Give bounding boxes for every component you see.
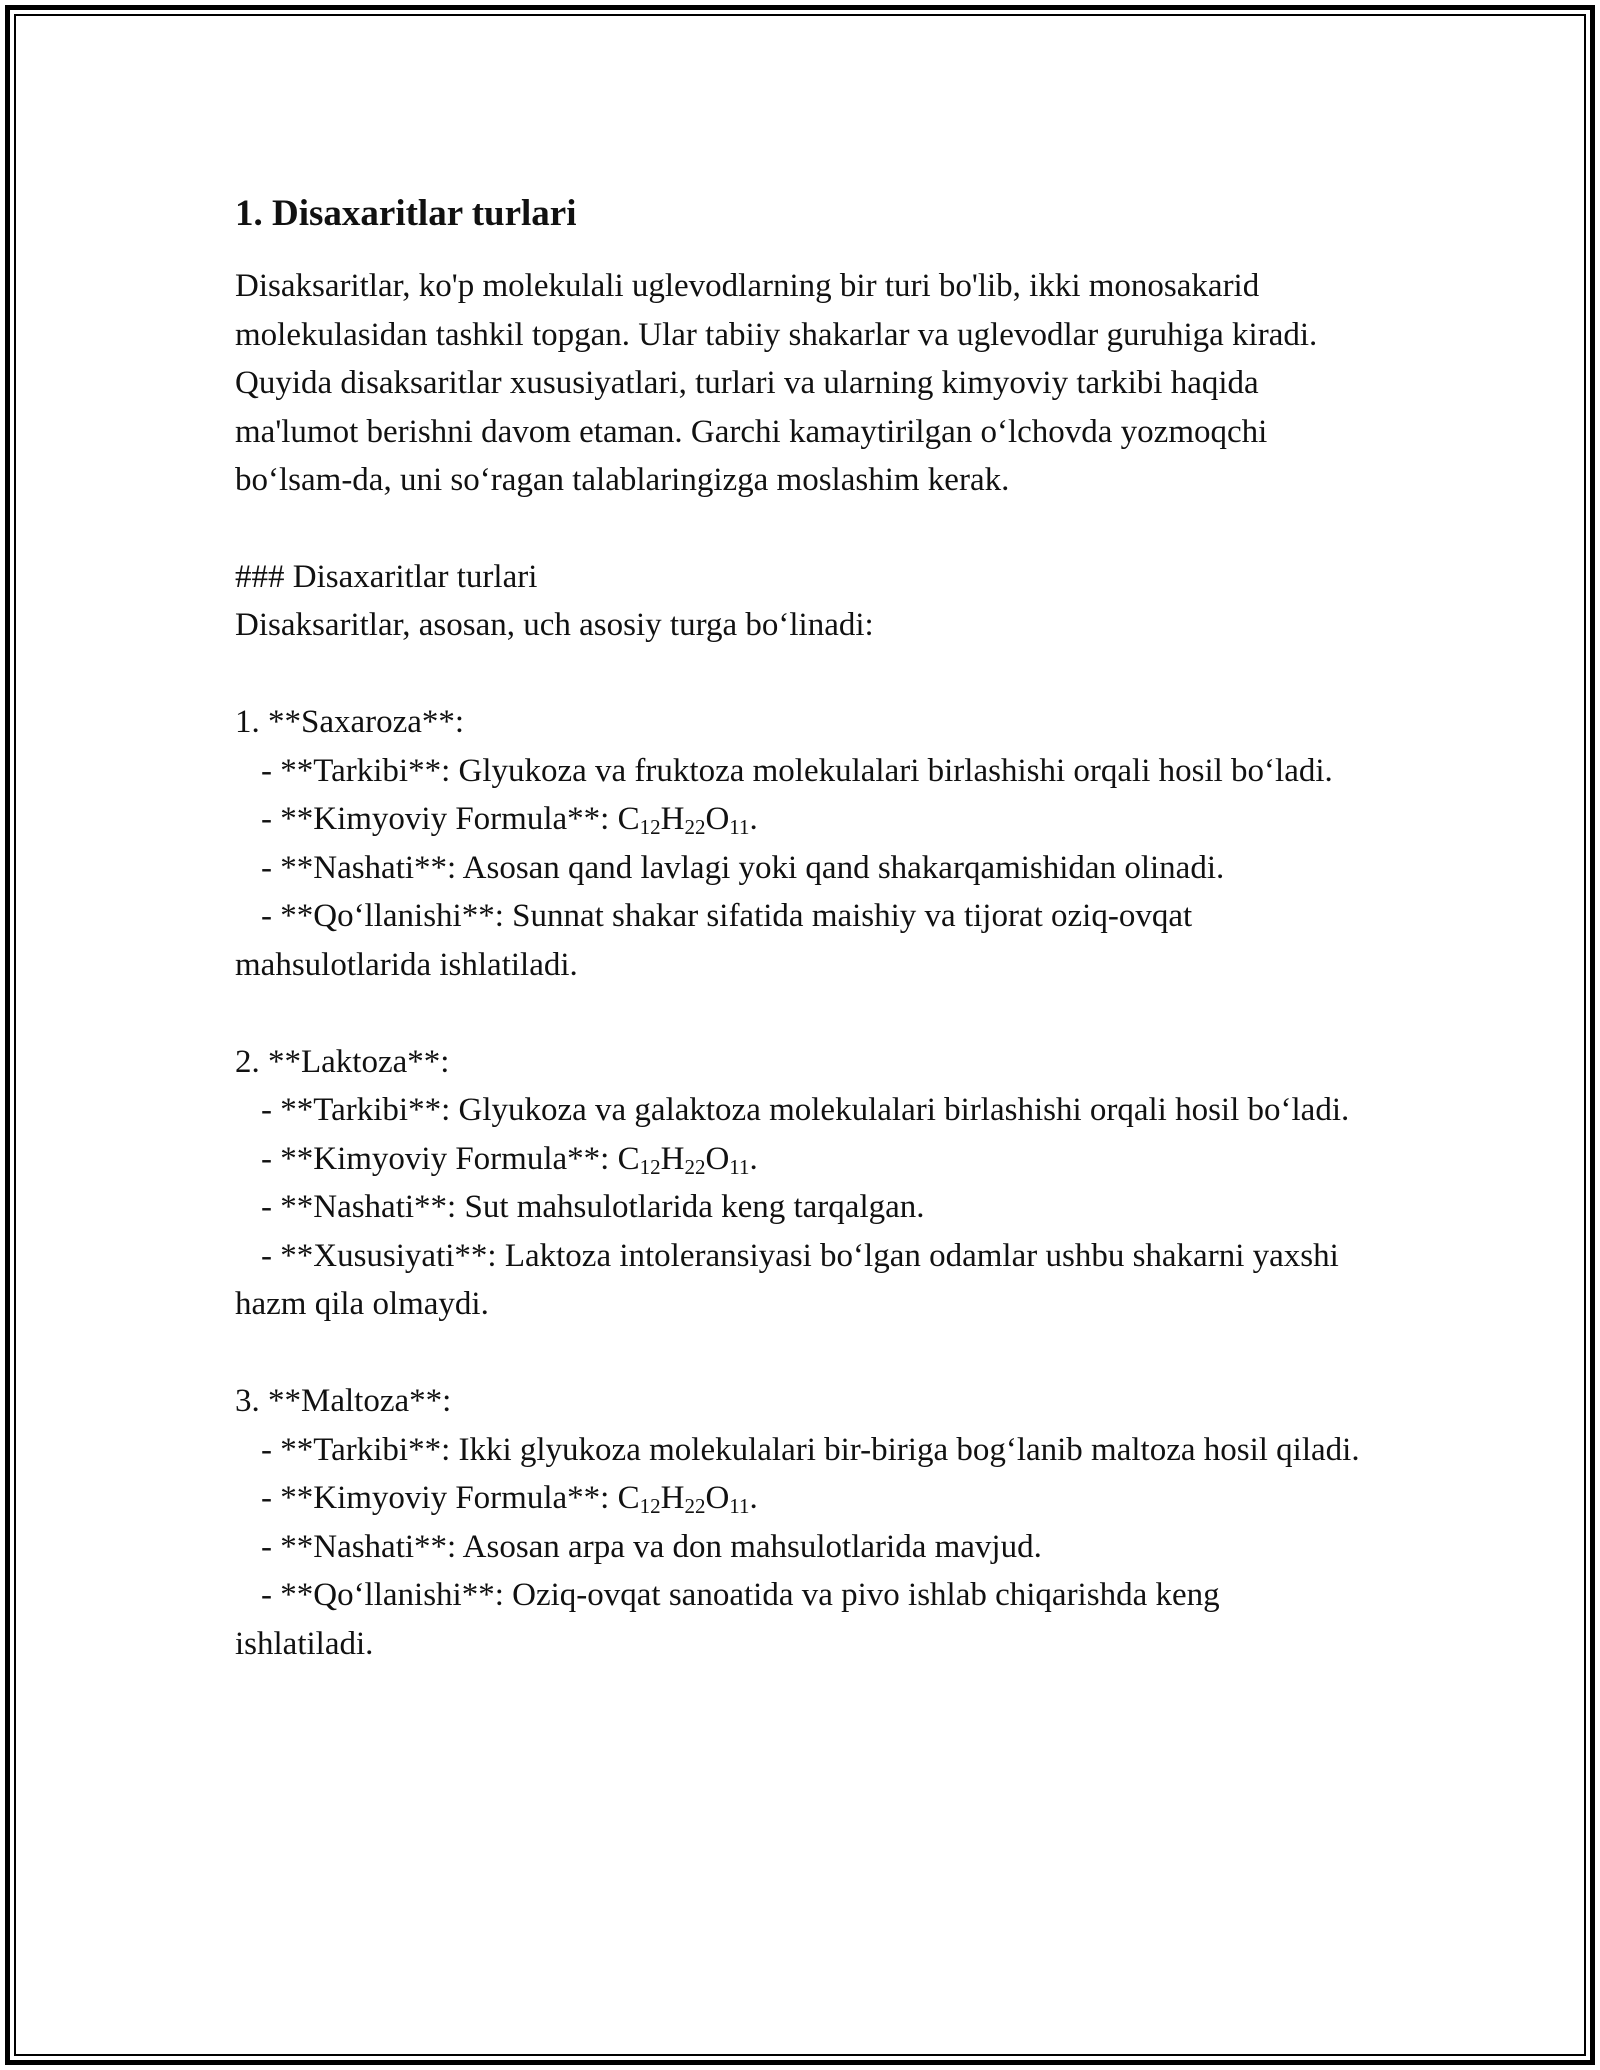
section-heading: 1. Disaxaritlar turlari (235, 193, 577, 234)
item-title: 1. **Saxaroza**: (235, 704, 465, 740)
subheading: ### Disaxaritlar turlari (235, 558, 538, 595)
item-nashati: - **Nashati**: Sut mahsulotlarida keng tarqalgan. (261, 1189, 925, 1225)
list-item-saxaroza (235, 698, 1365, 989)
item-formula: - **Kimyoviy Formula**: $C_{12}H_{22}O_{11}$. (261, 1140, 758, 1179)
item-tarkibi: - **Tarkibi**: Ikki glyukoza molekulalari bir-biriga bog‘lanib maltoza hosil qiladi. (261, 1431, 1360, 1468)
list-item-maltoza (235, 1377, 1365, 1668)
item-extra: - **Qo‘llanishi**: Sunnat shakar sifatida maishiy va tijorat oziq-ovqat mahsulotlarida ishlatiladi. (235, 898, 1193, 983)
list-item-laktoza (235, 1038, 1365, 1329)
item-title: 2. **Laktoza**: (235, 1043, 450, 1080)
intro-paragraph: Disaksaritlar, ko'p molekulali uglevodlarning bir turi bo'lib, ikki monosakarid molekulasidan tashkil topgan. Ular tabiiy shakarlar va uglevodlar guruhiga kiradi. Quyida disaksaritlar xususiyatlari, turlari va ularning kimyoviy tarkibi haqida ma'lumot berishni davom etaman. Garchi kamaytirilgan o‘lchovda yozmoqchi bo‘lsam-da, uni so‘ragan talablaringizga moslashim kerak. (235, 268, 1318, 498)
item-title: 3. **Maltoza**: (235, 1383, 452, 1419)
item-tarkibi: - **Tarkibi**: Glyukoza va galaktoza molekulalari birlashishi orqali hosil bo‘ladi. (261, 1092, 1350, 1128)
item-nashati: - **Nashati**: Asosan qand lavlagi yoki qand shakarqamishidan olinadi. (261, 849, 1225, 886)
subintro: Disaksaritlar, asosan, uch asosiy turga bo‘linadi: (235, 607, 874, 643)
item-formula: - **Kimyoviy Formula**: $C_{12}H_{22}O_{11}$. (261, 1480, 758, 1518)
item-extra: - **Qo‘llanishi**: Oziq-ovqat sanoatida va pivo ishlab chiqarishda keng ishlatiladi. (235, 1577, 1220, 1662)
item-extra: - **Xususiyati**: Laktoza intoleransiyasi bo‘lgan odamlar ushbu shakarni yaxshi hazm qila olmaydi. (235, 1237, 1339, 1322)
item-nashati: - **Nashati**: Asosan arpa va don mahsulotlarida mavjud. (261, 1528, 1042, 1565)
document-body (235, 190, 1365, 1668)
item-tarkibi: - **Tarkibi**: Glyukoza va fruktoza molekulalari birlashishi orqali hosil bo‘ladi. (261, 752, 1333, 789)
item-formula: - **Kimyoviy Formula**: $C_{12}H_{22}O_{11}$. (261, 801, 758, 839)
